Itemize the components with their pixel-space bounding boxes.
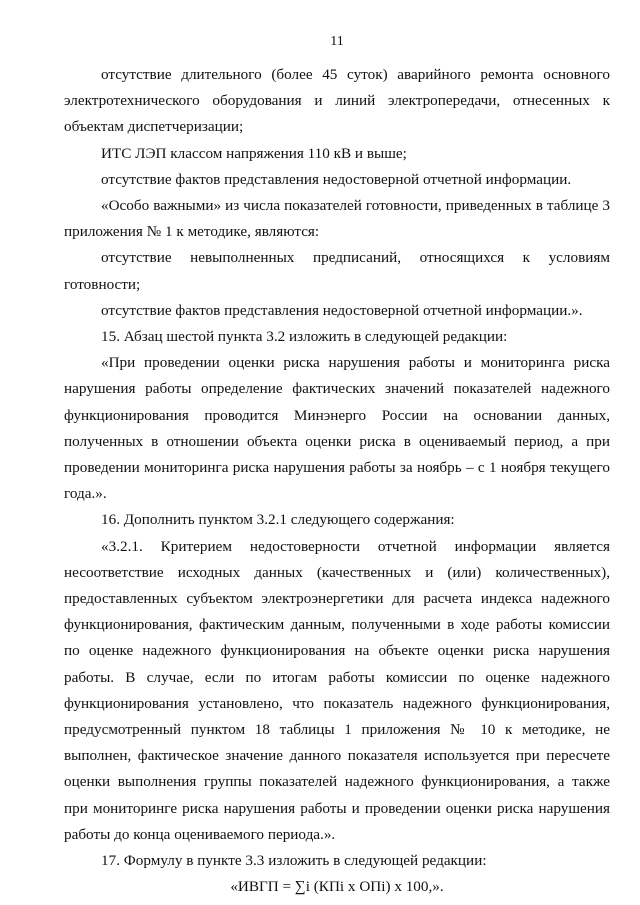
page-number: 11 bbox=[330, 34, 344, 49]
document-body bbox=[64, 62, 610, 901]
paragraph: «Особо важными» из числа показателей готовности, приведенных в таблице 3 приложения № 1 к методике, являются: bbox=[64, 197, 610, 241]
paragraph: ИТС ЛЭП классом напряжения 110 кВ и выше; bbox=[101, 144, 407, 162]
paragraph-quote: «3.2.1. Критерием недостоверности отчетной информации является несоответствие исходных данных (качественных и (или) количественных), предоставленных субъектом электроэнергетики для расчета индекса надежного функционирования, фактическим данным, полученными в ходе работы комиссии по оценке надежного функционирования на объекте оценки риска нарушения работы. В случае, если по итогам работы комиссии по оценке надежного функционирования установлено, что показатель надежного функционирования, предусмотренный пунктом 18 таблицы 1 приложения № 10 к методике, не выполнен, фактическое значение данного показателя используется при пересчете оценки выполнения группы показателей надежного функционирования, а также при мониторинге риска нарушения работы и проведении оценки риска нарушения работы до конца оцениваемого периода.». bbox=[64, 537, 610, 843]
paragraph: отсутствие невыполненных предписаний, относящихся к условиям готовности; bbox=[64, 249, 610, 293]
formula: «ИВГП = ∑i (КПi х ОПi) х 100,». bbox=[230, 878, 444, 896]
paragraph: отсутствие длительного (более 45 суток) аварийного ремонта основного электротехнического оборудования и линий электропередачи, отнесенных к объектам диспетчеризации; bbox=[64, 66, 610, 136]
paragraph-item-16: 16. Дополнить пунктом 3.2.1 следующего содержания: bbox=[101, 511, 455, 529]
paragraph-item-15: 15. Абзац шестой пункта 3.2 изложить в следующей редакции: bbox=[101, 328, 508, 346]
paragraph-item-17: 17. Формулу в пункте 3.3 изложить в следующей редакции: bbox=[101, 852, 487, 870]
document-page bbox=[64, 0, 610, 905]
paragraph: отсутствие фактов представления недостоверной отчетной информации.». bbox=[101, 301, 583, 319]
paragraph-quote: «При проведении оценки риска нарушения работы и мониторинга риска нарушения работы определение фактических значений показателей надежного функционирования проводится Минэнерго России на основании данных, полученных в отношении объекта оценки риска в оцениваемый период, а при проведении мониторинга риска нарушения работы за ноябрь – с 1 ноября текущего года.». bbox=[64, 354, 610, 503]
paragraph: отсутствие фактов представления недостоверной отчетной информации. bbox=[101, 170, 572, 188]
